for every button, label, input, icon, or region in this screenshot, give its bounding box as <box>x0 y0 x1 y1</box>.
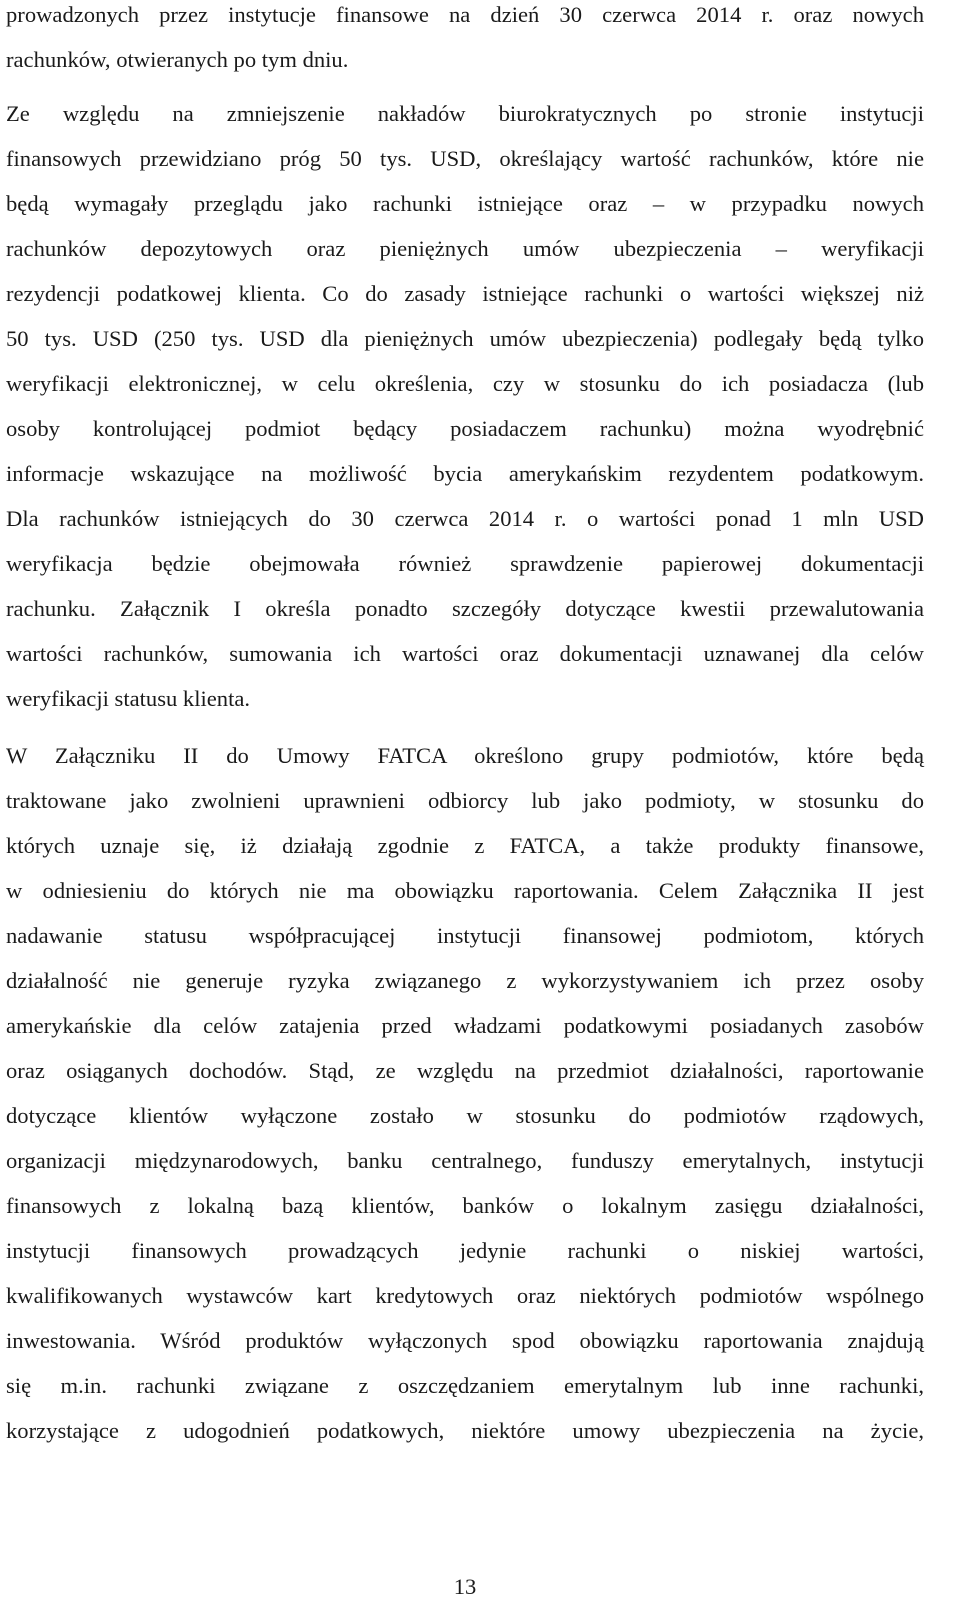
text-line: weryfikacji elektronicznej, w celu określenia, czy w stosunku do ich posiadacza (lub <box>6 371 924 396</box>
text-line: prowadzonych przez instytucje finansowe na dzień 30 czerwca 2014 r. oraz nowych <box>6 2 924 27</box>
page-number: 13 <box>453 1574 477 1599</box>
text-line: weryfikacja będzie obejmowała również sprawdzenie papierowej dokumentacji <box>6 551 924 576</box>
text-line: finansowych przewidziano próg 50 tys. USD, określający wartość rachunków, które nie <box>6 146 924 171</box>
text-line: rachunku. Załącznik I określa ponadto szczegóły dotyczące kwestii przewalutowania <box>6 596 924 621</box>
text-line: rezydencji podatkowej klienta. Co do zasady istniejące rachunki o wartości większej niż <box>6 281 924 306</box>
text-line: instytucji finansowych prowadzących jedynie rachunki o niskiej wartości, <box>6 1238 924 1263</box>
text-line: weryfikacji statusu klienta. <box>6 686 251 711</box>
text-line: działalność nie generuje ryzyka związanego z wykorzystywaniem ich przez osoby <box>6 968 924 993</box>
paragraph-threshold <box>6 91 924 721</box>
text-line: W Załączniku II do Umowy FATCA określono grupy podmiotów, które będą <box>6 743 924 768</box>
paragraph-annex-two <box>6 733 924 1453</box>
paragraph-continuation <box>6 0 924 82</box>
text-line: się m.in. rachunki związane z oszczędzaniem emerytalnym lub inne rachunki, <box>6 1373 924 1398</box>
text-line: rachunków, otwieranych po tym dniu. <box>6 47 349 72</box>
text-line: korzystające z udogodnień podatkowych, niektóre umowy ubezpieczenia na życie, <box>6 1418 924 1443</box>
text-line: w odniesieniu do których nie ma obowiązku raportowania. Celem Załącznika II jest <box>6 878 924 903</box>
text-line: amerykańskie dla celów zatajenia przed władzami podatkowymi posiadanych zasobów <box>6 1013 924 1038</box>
text-line: inwestowania. Wśród produktów wyłączonych spod obowiązku raportowania znajdują <box>6 1328 924 1353</box>
text-line: Dla rachunków istniejących do 30 czerwca 2014 r. o wartości ponad 1 mln USD <box>6 506 924 531</box>
text-line: rachunków depozytowych oraz pieniężnych umów ubezpieczenia – weryfikacji <box>6 236 924 261</box>
text-line: finansowych z lokalną bazą klientów, banków o lokalnym zasięgu działalności, <box>6 1193 924 1218</box>
text-line: informacje wskazujące na możliwość bycia amerykańskim rezydentem podatkowym. <box>6 461 924 486</box>
text-line: nadawanie statusu współpracującej instytucji finansowej podmiotom, których <box>6 923 924 948</box>
text-line: których uznaje się, iż działają zgodnie z FATCA, a także produkty finansowe, <box>6 833 924 858</box>
text-line: osoby kontrolującej podmiot będący posiadaczem rachunku) można wyodrębnić <box>6 416 924 441</box>
text-line: oraz osiąganych dochodów. Stąd, ze względu na przedmiot działalności, raportowanie <box>6 1058 924 1083</box>
text-line: dotyczące klientów wyłączone zostało w stosunku do podmiotów rządowych, <box>6 1103 924 1128</box>
text-line: kwalifikowanych wystawców kart kredytowych oraz niektórych podmiotów wspólnego <box>6 1283 924 1308</box>
text-line: organizacji międzynarodowych, banku centralnego, funduszy emerytalnych, instytucji <box>6 1148 924 1173</box>
text-line: traktowane jako zwolnieni uprawnieni odbiorcy lub jako podmioty, w stosunku do <box>6 788 924 813</box>
text-line: będą wymagały przeglądu jako rachunki istniejące oraz – w przypadku nowych <box>6 191 924 216</box>
text-line: wartości rachunków, sumowania ich wartości oraz dokumentacji uznawanej dla celów <box>6 641 924 666</box>
text-line: Ze względu na zmniejszenie nakładów biurokratycznych po stronie instytucji <box>6 101 924 126</box>
text-line: 50 tys. USD (250 tys. USD dla pieniężnych umów ubezpieczenia) podlegały będą tylko <box>6 326 924 351</box>
